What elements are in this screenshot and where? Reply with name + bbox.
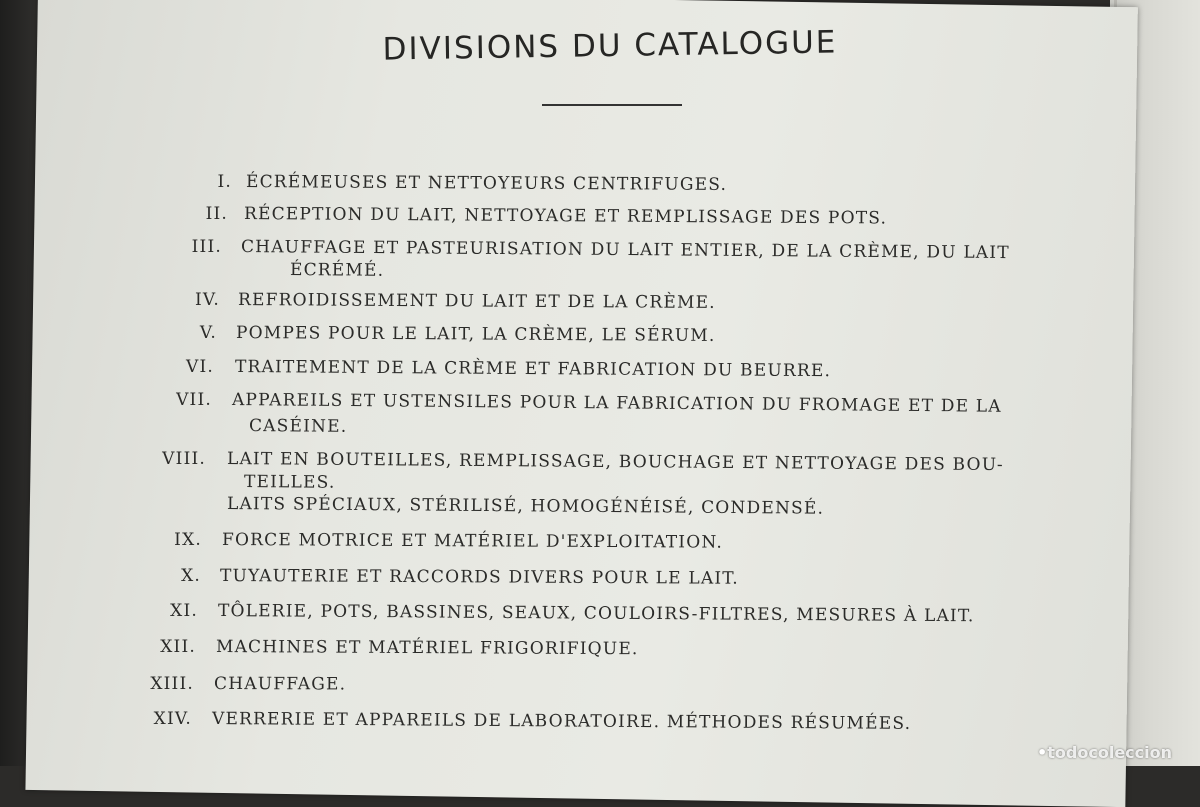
division-number: IX. bbox=[122, 530, 202, 550]
division-text-line: REFROIDISSEMENT DU LAIT ET DE LA CRÈME. bbox=[238, 290, 716, 313]
division-number: VIII. bbox=[126, 449, 206, 469]
division-number: VI. bbox=[134, 357, 214, 377]
division-text-line: VERRERIE ET APPAREILS DE LABORATOIRE. MÉTHODES RÉSUMÉES. bbox=[212, 709, 911, 734]
division-text-line: TUYAUTERIE ET RACCORDS DIVERS POUR LE LAIT. bbox=[220, 566, 739, 589]
division-text-line: ÉCRÉMEUSES ET NETTOYEURS CENTRIFUGES. bbox=[246, 172, 727, 195]
division-text-line: POMPES POUR LE LAIT, LA CRÈME, LE SÉRUM. bbox=[236, 323, 716, 346]
division-text-line: TÔLERIE, POTS, BASSINES, SEAUX, COULOIRS-FILTRES, MESURES À LAIT. bbox=[218, 601, 975, 626]
division-number: III. bbox=[142, 237, 222, 257]
division-number: XI. bbox=[118, 601, 198, 621]
division-number: XIII. bbox=[114, 674, 194, 694]
division-text-line: FORCE MOTRICE ET MATÉRIEL D'EXPLOITATION. bbox=[222, 530, 723, 553]
division-number: II. bbox=[148, 204, 228, 224]
division-text-line: CHAUFFAGE. bbox=[214, 674, 346, 694]
division-number: VII. bbox=[132, 390, 212, 410]
division-number: X. bbox=[121, 566, 201, 586]
division-text-line: TRAITEMENT DE LA CRÈME ET FABRICATION DU BEURRE. bbox=[235, 357, 831, 381]
division-text-line: CHAUFFAGE ET PASTEURISATION DU LAIT ENTIER, DE LA CRÈME, DU LAIT bbox=[241, 237, 1010, 263]
division-number: IV. bbox=[140, 290, 220, 310]
watermark-text: todocoleccion bbox=[1047, 743, 1172, 762]
division-text-line: TEILLES. bbox=[244, 472, 336, 493]
division-text-line: MACHINES ET MATÉRIEL FRIGORIFIQUE. bbox=[216, 637, 639, 659]
division-number: XII. bbox=[116, 637, 196, 657]
division-text-line: APPAREILS ET USTENSILES POUR LA FABRICATION DU FROMAGE ET DE LA bbox=[232, 390, 1002, 417]
division-number: I. bbox=[152, 172, 232, 192]
division-text-line: CASÉINE. bbox=[249, 416, 348, 437]
division-number: V. bbox=[137, 323, 217, 343]
division-text-line: LAIT EN BOUTEILLES, REMPLISSAGE, BOUCHAGE ET NETTOYAGE DES BOU- bbox=[227, 449, 1004, 475]
division-text-line: LAITS SPÉCIAUX, STÉRILISÉ, HOMOGÉNÉISÉ, CONDENSÉ. bbox=[227, 494, 824, 519]
division-text-line: ÉCRÉMÉ. bbox=[290, 260, 384, 281]
watermark: •todocoleccion bbox=[1037, 743, 1172, 762]
page-title: DIVISIONS DU CATALOGUE bbox=[330, 24, 890, 69]
division-number: XIV. bbox=[112, 709, 192, 729]
division-text-line: RÉCEPTION DU LAIT, NETTOYAGE ET REMPLISSAGE DES POTS. bbox=[244, 204, 887, 228]
